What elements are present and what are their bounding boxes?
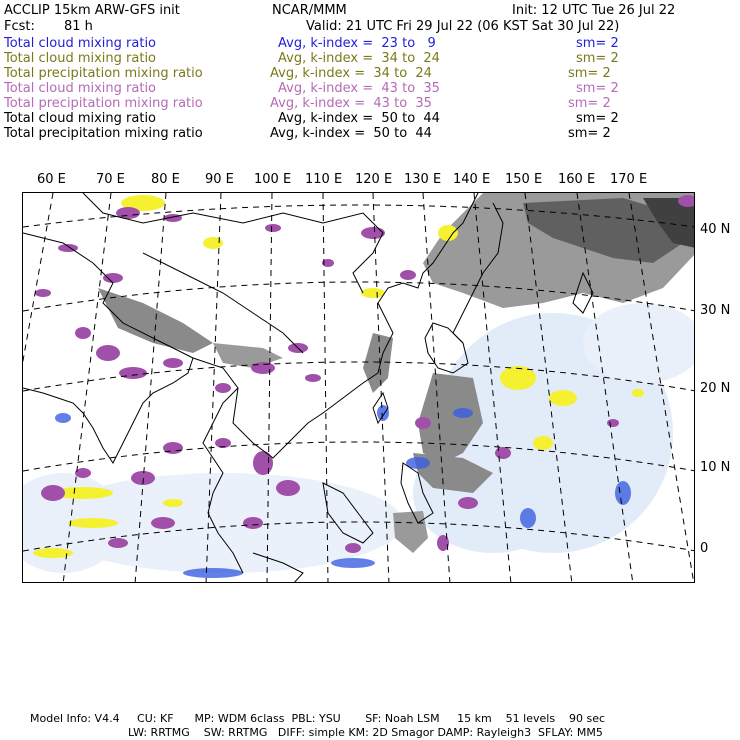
fcst-value: 81 h <box>64 19 93 34</box>
lon-label: 80 E <box>151 172 180 187</box>
lon-label: 160 E <box>558 172 596 187</box>
footer-model-info: Model Info: V4.4 CU: KF MP: WDM 6class PBL: YSU SF: Noah LSM 15 km 51 levels 90 sec <box>30 712 606 725</box>
fcst-label: Fcst: <box>4 19 35 34</box>
legend-field: Total precipitation mixing ratio <box>4 126 203 141</box>
lon-label: 140 E <box>453 172 491 187</box>
legend-sm: sm= 2 <box>568 126 611 141</box>
map-panel <box>22 192 695 583</box>
legend-field: Total precipitation mixing ratio <box>4 96 203 111</box>
legend-avg: Avg, k-index = 34 to 24 <box>270 66 432 81</box>
lon-label: 70 E <box>96 172 125 187</box>
legend-sm: sm= 2 <box>576 111 619 126</box>
legend-avg: Avg, k-index = 50 to 44 <box>278 111 440 126</box>
lon-label: 60 E <box>37 172 66 187</box>
lat-label: 40 N <box>700 222 731 237</box>
legend-field: Total cloud mixing ratio <box>4 36 157 51</box>
lat-label: 10 N <box>700 460 731 475</box>
valid-time: Valid: 21 UTC Fri 29 Jul 22 (06 KST Sat 30 Jul 22) <box>306 19 620 34</box>
model-title: ACCLIP 15km ARW-GFS init <box>4 3 180 18</box>
legend-sm: sm= 2 <box>576 51 619 66</box>
lat-label: 0 <box>700 541 709 556</box>
map-canvas <box>23 193 695 583</box>
legend-sm: sm= 2 <box>576 36 619 51</box>
init-time: Init: 12 UTC Tue 26 Jul 22 <box>512 3 676 18</box>
legend-sm: sm= 2 <box>568 96 611 111</box>
lon-label: 90 E <box>205 172 234 187</box>
lon-label: 150 E <box>505 172 543 187</box>
org-label: NCAR/MMM <box>272 3 347 18</box>
lon-label: 120 E <box>355 172 393 187</box>
legend-field: Total precipitation mixing ratio <box>4 66 203 81</box>
legend-avg: Avg, k-index = 34 to 24 <box>278 51 440 66</box>
lon-label: 170 E <box>610 172 648 187</box>
footer-physics-info: LW: RRTMG SW: RRTMG DIFF: simple KM: 2D Smagor DAMP: Rayleigh3 SFLAY: MM5 <box>128 726 603 739</box>
legend-avg: Avg, k-index = 50 to 44 <box>270 126 432 141</box>
lat-label: 20 N <box>700 381 731 396</box>
cloud-light-blue <box>23 303 695 573</box>
legend-sm: sm= 2 <box>568 66 611 81</box>
legend-sm: sm= 2 <box>576 81 619 96</box>
lon-label: 110 E <box>305 172 343 187</box>
lon-label: 100 E <box>254 172 292 187</box>
legend-avg: Avg, k-index = 43 to 35 <box>278 81 440 96</box>
legend-avg: Avg, k-index = 43 to 35 <box>270 96 432 111</box>
lon-label: 130 E <box>404 172 442 187</box>
legend-avg: Avg, k-index = 23 to 9 <box>278 36 436 51</box>
legend-field: Total cloud mixing ratio <box>4 81 157 96</box>
legend-field: Total cloud mixing ratio <box>4 111 157 126</box>
lat-label: 30 N <box>700 303 731 318</box>
legend-field: Total cloud mixing ratio <box>4 51 157 66</box>
